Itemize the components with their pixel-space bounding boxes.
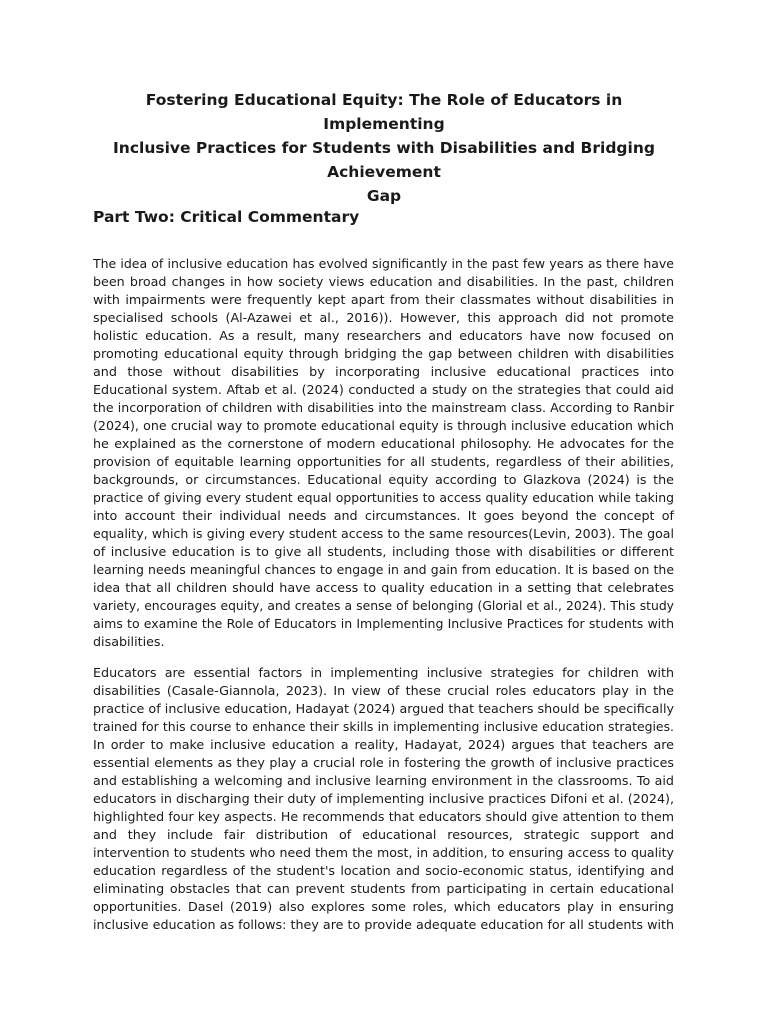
text-line: promoting educational equity through bridging the gap between children with disabilities [93, 346, 674, 361]
text-line: variety, encourages equity, and creates a sense of belonging (Glorial et al., 2024). This study [93, 599, 674, 613]
text-line: practice of inclusive education, Hadayat (2024) argued that teachers should be specifically [93, 701, 674, 716]
text-line: he explained as the cornerstone of modern educational philosophy. He advocates for the [93, 436, 674, 451]
text-line: education regardless of the student's location and socio-economic status, identifying and [93, 863, 674, 878]
text-line: intervention to students who need them the most, in addition, to ensuring access to quality [93, 845, 674, 860]
text-line: opportunities. Dasel (2019) also explores some roles, which educators play in ensuring [93, 899, 674, 914]
text-line: inclusive education as follows: they are to provide adequate education for all students with [93, 917, 674, 932]
text-line: practice of giving every student equal opportunities to access quality education while taking [93, 490, 674, 505]
text-line: disabilities. [93, 634, 165, 649]
paragraph-2 [93, 664, 674, 934]
text-line: learning needs meaningful chances to engage in and gain from education. It is based on the [93, 562, 674, 577]
text-line: been broad changes in how society views education and disabilities. In the past, children [93, 274, 674, 289]
text-line: aims to examine the Role of Educators in Implementing Inclusive Practices for students with [93, 616, 674, 631]
text-line: provision of equitable learning opportunities for all students, regardless of their abilities, [93, 454, 674, 469]
text-line: and those without disabilities by incorporating inclusive educational practices into [93, 364, 674, 379]
text-line: and they include fair distribution of educational resources, strategic support and [93, 827, 674, 842]
text-line: Educational system. Aftab et al. (2024) conducted a study on the strategies that could aid [93, 382, 674, 397]
text-line: Educators are essential factors in implementing inclusive strategies for children with [93, 665, 674, 680]
title-line: Gap [366, 187, 402, 205]
text-line: disabilities (Casale-Giannola, 2023). In view of these crucial roles educators play in the [93, 683, 674, 698]
text-line: eliminating obstacles that can prevent students from participating in certain educational [93, 881, 674, 896]
text-line: highlighted four key aspects. He recommends that educators should give attention to them [93, 809, 674, 824]
paragraph-1 [93, 255, 674, 651]
text-line: idea that all children should have access to quality education in a setting that celebrates [93, 580, 674, 595]
text-line: of inclusive education is to give all students, including those with disabilities or different [93, 544, 674, 559]
section-heading: Part Two: Critical Commentary [93, 208, 360, 226]
text-line: essential elements as they play a crucial role in fostering the growth of inclusive practices [93, 755, 674, 770]
text-line: educators in discharging their duty of implementing inclusive practices Difoni et al. (2024), [93, 791, 674, 806]
document-title [100, 88, 668, 208]
title-line: Inclusive Practices for Students with Disabilities and Bridging Achievement [113, 139, 655, 181]
title-line: Fostering Educational Equity: The Role of Educators in Implementing [145, 91, 623, 133]
text-line: trained for this course to enhance their skills in implementing inclusive education strategies. [93, 719, 674, 734]
text-line: In order to make inclusive education a reality, Hadayat, 2024) argues that teachers are [93, 737, 674, 752]
text-line: holistic education. As a result, many researchers and educators have now focused on [93, 328, 674, 343]
text-line: The idea of inclusive education has evolved significantly in the past few years as there have [93, 256, 674, 271]
text-line: and establishing a welcoming and inclusive learning environment in the classrooms. To aid [93, 773, 674, 788]
text-line: equality, which is giving every student access to the same resources(Levin, 2003). The goal [93, 526, 674, 541]
text-line: specialised schools (Al-Azawei et al., 2016)). However, this approach did not promote [93, 310, 674, 325]
text-line: into account their individual needs and circumstances. It goes beyond the concept of [93, 508, 674, 523]
text-line: with impairments were frequently kept apart from their classmates without disabilities in [93, 292, 674, 307]
text-line: (2024), one crucial way to promote educational equity is through inclusive education which [93, 418, 674, 433]
text-line: backgrounds, or circumstances. Educational equity according to Glazkova (2024) is the [93, 472, 674, 487]
text-line: the incorporation of children with disabilities into the mainstream class. According to Ranbir [93, 400, 674, 415]
